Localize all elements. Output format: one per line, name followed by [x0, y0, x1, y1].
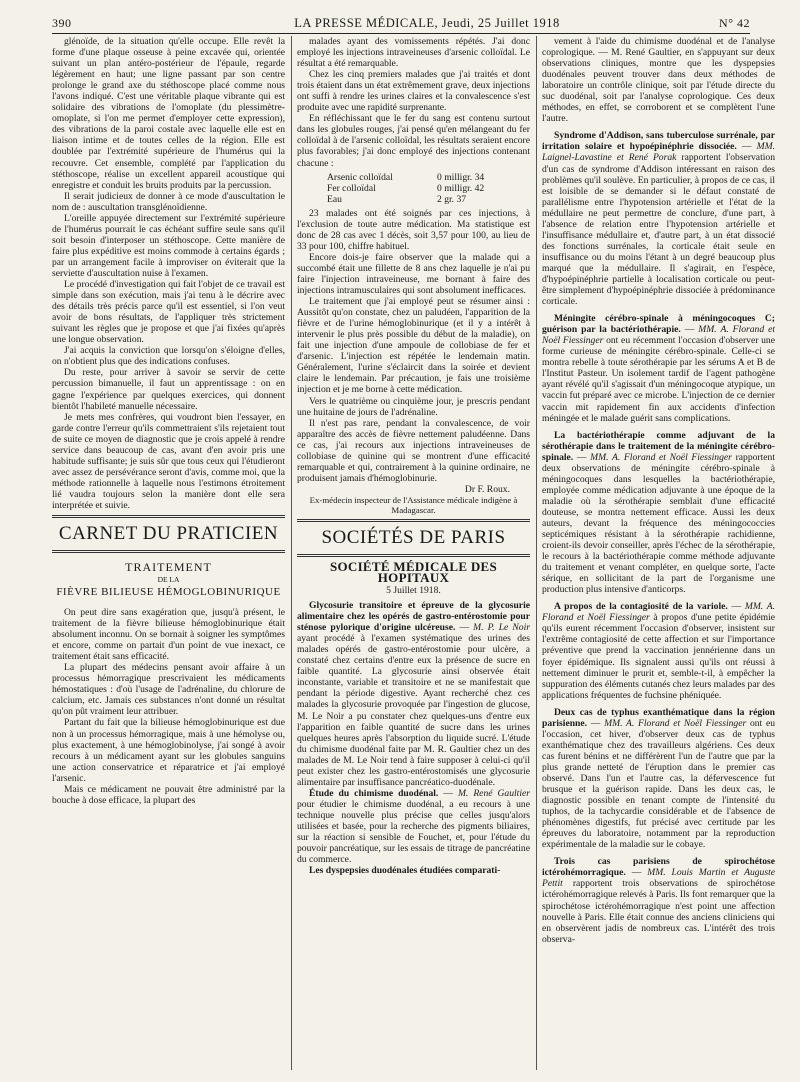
- paragraph: 23 malades ont été soignés par ces injections, à l'exclusion de toute autre médication. Ma statistique est donc de 28 cas avec 1 décès, soit 3,57 pour 100, au lieu de 33 pour 100, chiffre habituel.: [297, 207, 530, 252]
- society-communication: Glycosurie transitoire et épreuve de la glycosurie alimentaire chez les opérés de gastro-entérostomie pour sténose pylorique d'origine ulcéreuse. — M. P. Le Noir ayant procédé à l'examen systématique des urines des malades opérés de gastro-entérostomie pour ulcère, a constaté chez certains d'entre eux la présence de sucre en faible quantité. La glycosurie ainsi observée était inconstante, variable et transitoire et ne se manifestait que pendant la période digestive. Ayant recherché chez ces malades la glycosurie provoquée par l'ingestion de glucose, M. Le Noir a pu constater chez quelques-uns d'entre eux l'apparition en faible quantité de sucre dans les urines quelques heures après l'absorption du liquide sucré. L'étude du chimisme duodénal faite par M. R. Gaultier chez un des malades de M. Le Noir tend à faire supposer à celui-ci qu'il peut exister chez les gastro-entérostomisés une glycosurie alimentaire par insuffisance pancréatico-duodénale.: [297, 600, 530, 788]
- paragraph: Partant du fait que la bilieuse hémoglobinurique est due non à un processus hémorragique, mais à une hémolyse ou, plus exactement, à une hémoglobinolyse, j'ai songé à avoir recours à un médicament ayant sur les globules sanguins une action conservatrice et réparatrice et j'ai employé l'arsenic.: [52, 717, 285, 784]
- article-continuation-after: [297, 208, 530, 484]
- formula-row: [327, 172, 530, 183]
- signature: Dr F. Roux.: [464, 483, 510, 495]
- communication-title: Deux cas de typhus exanthématique dans la région parisienne.: [542, 706, 775, 729]
- formula-dose: 0 milligr. 34: [437, 171, 485, 183]
- header-rule: [52, 33, 750, 34]
- paragraph: Chez les cinq premiers malades que j'ai traités et dont trois étaient dans un état extrêmement grave, deux injections ont suffi à rendre les urines claires et la convalescence s'est produite avec une rapidité surprenante.: [297, 69, 530, 114]
- paragraph: glénoïde, de la situation qu'elle occupe. Elle revêt la forme d'une plaque osseuse à peine excavée qui, orientée suivant un plan antéro-postérieur de l'épaule, regarde légèrement en haut; une ligne passant par son centre prolonge le grand axe du stéthoscope placé comme nous l'avons indiqué. C'est une véritable plaque vibrante qui est solidaire des vibrations de l'omoplate (du plessimètre-omoplate, si l'on me permet d'employer cette expression), des vibrations de la paroi costale avec laquelle elle est en liaison intime et de toutes celles de la région. Elle est doublée par l'extrémité supérieure de l'humérus qui la recouvre. Cet ensemble, complété par l'application du stéthoscope, réalise un excellent appareil acoustique qui enregistre et conduit les bruits produits par la percussion.: [52, 36, 285, 191]
- formula-row: [327, 183, 530, 194]
- society-communication: Deux cas de typhus exanthématique dans la région parisienne. — MM. A. Florand et Noël Fiessinger ont eu l'occasion, cet hiver, d'observer deux cas de typhus exanthématique chez des travailleurs algériens. Ces deux cas furent bénins et ne différèrent l'un de l'autre que par la plus grande netteté de l'éruption dans le premier cas observé. Dans l'un et l'autre cas, la défervescence fut brusque et la guérison rapide. Dans les deux cas, le diagnostic possible en tenant compte de l'intensité du tuphos, de la tachycardie considérable et de l'absence de phénomènes digestifs, fut précisé avec certitude par les épreuves du laboratoire, notamment par la reproduction expérimentale de la maladie sur le cobaye.: [542, 706, 775, 851]
- communication-text: ont eu récemment l'occasion d'observer une forme curieuse de méningite cérébro-spinale. Celle-ci se montra rebelle à toute sérothérapie par les sérums A et B de l'Institut Pasteur. Un isolement tardif de l'agent pathogène ayant révélé qu'il s'agissait d'un méningocoque atypique, un vaccin fut préparé avec ce microbe. L'injection de ce dernier vaccin mit rapidement fin aux accidents d'infection méningée et le malade guérit sans complications.: [542, 335, 775, 424]
- communication-text: rapportent deux observations de méningite cérébro-spinale à méningocoques dans lesquelles la bactériothérapie, employée comme médication adjuvante à une époque de la maladie où la sérothérapie semblait d'une efficacité douteuse, se montra nettement efficace. Aussi les deux auteurs, devant la fréquence des méningococcies septicémiques résistant à la sérothérapie rachidienne, croient-ils devoir conseiller, après l'échec de la sérothérapie, le recours à la bactériothérapie comme méthode adjuvante du traitement et venant compléter, en quelque sorte, l'acte sérique, en sollicitant de la part de l'organisme une production plus intensive d'anticorps.: [542, 451, 775, 596]
- society-communication: [542, 36, 775, 124]
- communication-title: La bactériothérapie comme adjuvant de la sérothérapie dans le traitement de la méningite cérébro-spinale.: [542, 429, 775, 463]
- signature-note: Ex-médecin inspecteur de l'Assistance médicale indigène à Madagascar.: [309, 494, 518, 515]
- paragraph: En réfléchissant que le fer du sang est contenu surtout dans les globules rouges, j'ai pensé qu'en mélangeant du fer colloïdal à de l'arsenic colloïdal, les résultats seraient encore plus favorables; j'ai donc employé des injections contenant chacune :: [297, 113, 530, 169]
- paragraph: Vers le quatrième ou cinquième jour, je prescris pendant une huitaine de jours de l'adrénaline.: [297, 395, 530, 418]
- paragraph: Le traitement que j'ai employé peut se résumer ainsi : Aussitôt qu'on constate, chez un paludéen, l'apparition de la fièvre et de l'urine hémoglobinurique (et il y a intérêt à intervenir le plus près possible du début de la maladie), on fait une injection d'une ampoule de collobiase de fer et d'arsenic. L'injection est répétée le lendemain matin. Généralement, l'urine s'éclaircit dans la soirée et devient claire le lendemain. Par précaution, je fais une troisième injection et je me borne à cette médication.: [297, 296, 530, 396]
- communication-author: MM. A. Florand et Noël Fiessinger: [542, 324, 775, 347]
- paragraph: La plupart des médecins pensant avoir affaire à un processus hémorragique prescrivaient les médicaments hémostatiques : d'où l'usage de l'adrénaline, du chlorure de calcium, etc. Jamais ces substances n'ont donné un résultat qu'on pût vraiment leur attribuer.: [52, 662, 285, 718]
- column-rule: [536, 36, 537, 1070]
- communication-title: Glycosurie transitoire et épreuve de la glycosurie alimentaire chez les opérés de gastro-entérostomie pour sténose pylorique d'origine ulcéreuse.: [297, 600, 530, 634]
- societes-title: SOCIÉTÉS DE PARIS: [321, 526, 506, 548]
- communication-text: ont eu l'occasion, cet hiver, d'observer deux cas de typhus exanthématique chez des travailleurs algériens. Ces deux cas furent bénins et ne différèrent l'un de l'autre que par la plus grande netteté de l'éruption dans le premier cas observé. Dans l'un et l'autre cas, la défervescence fut brusque et la guérison rapide. Dans les deux cas, le diagnostic possible en tenant compte de l'intensité du tuphos, de la tachycardie considérable et de l'absence de phénomènes digestifs, fut précisé avec certitude par les épreuves du laboratoire, notamment par la reproduction expérimentale de la maladie sur le cobaye.: [542, 717, 775, 851]
- communication-author: MM. Laignel-Lavastine et René Porak: [542, 141, 775, 164]
- carnet-heading-2: DE LA: [157, 575, 180, 585]
- society-name: SOCIÉTÉ MÉDICALE DES HOPITAUX: [329, 558, 498, 585]
- section-rule: [297, 519, 530, 522]
- column-middle: [297, 36, 530, 1070]
- paragraph: Il n'est pas rare, pendant la convalescence, de voir apparaître des accès de fièvre nettement paludéenne. Dans ce cas, j'ai recours aux injections intraveineuses de collobiase de quinine qui se montrent d'une efficacité remarquable et qui, contrairement à la quinine ordinaire, ne produisent jamais d'hémoglobinurie.: [297, 417, 530, 484]
- column-right: [542, 36, 775, 1070]
- society-items: [297, 600, 530, 876]
- communication-author: MM. Louis Martin et Auguste Pettit: [542, 867, 775, 890]
- carnet-title: CARNET DU PRATICIEN: [58, 523, 279, 545]
- communication-text: vement à l'aide du chimisme duodénal et de l'analyse coprologique. — M. René Gaultier, en s'appuyant sur deux observations cliniques, montre que les dyspepsies duodénales peuvent trouver dans deux méthodes de laboratoire un contrôle clinique, soit par l'étude directe du suc duodénal, soit par l'analyse coprologique. Ces deux méthodes, en effet, se corroborent et se complètent l'une l'autre.: [542, 36, 775, 125]
- carnet-body: [52, 607, 285, 806]
- society-communication: Syndrome d'Addison, sans tuberculose surrénale, par irritation solaire et hypoépinéphrie dissociée. — MM. Laignel-Lavastine et René Porak rapportent l'observation d'un cas de syndrome d'Addison intéressant en raison des problèmes qu'il soulève. En particulier, à propos de ce cas, il est loisible de se demander si le défaut constaté de parallélisme entre l'hypotension artérielle et l'état de la médullaire ne peut permettre de conclure, d'une part, à l'absence de relation entre l'hypotension artérielle et l'insuffisance médullaire et, d'autre part, à un état dissocié des fonctions surrénales, la corticale était seule en insuffisance ou du moins l'étant à un degré beaucoup plus marqué que la médullaire. Il s'agirait, en l'espèce, d'hypoépinéphrie partielle à localisation corticale ou peut-être simplement d'hypoépinéphrie dissociée à prédominance corticale.: [542, 130, 775, 308]
- formula-row: [327, 194, 530, 205]
- issue-number: N° 42: [719, 16, 750, 30]
- communication-title: Syndrome d'Addison, sans tuberculose surrénale, par irritation solaire et hypoépinéphrie dissociée.: [542, 130, 775, 153]
- formula-dose: 2 gr. 37: [437, 193, 467, 205]
- formula-ingredient: Arsenic colloïdal: [327, 171, 393, 183]
- paragraph: L'oreille appuyée directement sur l'extrémité supérieure de l'humérus pourrait le cas échéant suffire seule sans qu'il soit besoin d'interposer un stéthoscope. Cette manière de faire plus expéditive est moins commode à certains égards ; par un arrangement facile à improviser on éviterait que la serviette d'auscultation nuise à l'examen.: [52, 212, 285, 279]
- journal-title: LA PRESSE MÉDICALE, Jeudi, 25 Juillet 1918: [294, 16, 560, 30]
- society-communication: A propos de la contagiosité de la variole. — MM. A. Florand et Noël Fiessinger à propos d'une petite épidémie qu'ils eurent récemment l'occasion d'observer, insistent sur l'extrême contagiosité de cette affection et sur l'importance préventive que prend la vaccination jennérienne dans un foyer épidémique. Ils signalent aussi qu'ils ont réussi à nettement diminuer le prurit et, semble-t-il, à empêcher la suppuration des éléments cutanés chez leurs malades par des applications fréquentes de fuchsine phéniquée.: [542, 601, 775, 701]
- communication-author: MM. A. Florand et Noël Fiessinger: [604, 717, 747, 729]
- paragraph: Du reste, pour arriver à savoir se servir de cette percussion bimanuelle, il faut un apprentissage : on en gagne l'expérience par quelques exercices, qui donnent bientôt l'habileté manuelle nécessaire.: [52, 367, 285, 412]
- communication-author: MM. A. Florand et Noël Fiessinger: [590, 451, 732, 463]
- communication-title: Méningite cérébro-spinale à méningocoques C; guérison par la bactériothérapie.: [542, 313, 775, 336]
- society-communication: Étude du chimisme duodénal. — M. René Gaultier pour étudier le chimisme duodénal, a eu recours à une technique nouvelle plus précise que celles jusqu'alors utilisées et basée, pour la recherche des pigments biliaires, sur la réaction si sensible de Fouchet, et, pour l'étude du pouvoir pancréatique, sur les essais de titrage de pancréatine du commerce.: [297, 787, 530, 866]
- carnet-heading-3: FIÈVRE BILIEUSE HÉMOGLOBINURIQUE: [56, 586, 281, 599]
- communication-title: Étude du chimisme duodénal.: [309, 787, 439, 799]
- column-left: [52, 36, 285, 1070]
- communication-title: A propos de la contagiosité de la variole.: [554, 601, 728, 613]
- society-items-continued: [542, 36, 775, 945]
- society-communication: Méningite cérébro-spinale à méningocoques C; guérison par la bactériothérapie. — MM. A. Florand et Noël Fiessinger ont eu récemment l'occasion d'observer une forme curieuse de méningite cérébro-spinale. Celle-ci se montra rebelle à toute sérothérapie par les sérums A et B de l'Institut Pasteur. Un isolement tardif de l'agent pathogène ayant révélé qu'il s'agissait d'un méningocoque atypique, un vaccin fut préparé avec ce microbe. L'injection de ce dernier vaccin mit rapidement fin aux accidents d'infection méningée et le malade guérit sans complications.: [542, 313, 775, 424]
- section-rule: [52, 515, 285, 518]
- communication-text: ayant procédé à l'examen systématique des urines des malades opérés de gastro-entérostomie pour ulcère, a constaté chez certains d'entre eux la présence de sucre en faible quantité. La glycosurie ainsi observée était inconstante, variable et transitoire et ne se manifestait que pendant la période digestive. Ayant recherché chez ces malades la glycosurie provoquée par l'ingestion de glucose, M. Le Noir a pu constater chez quelques-uns d'entre eux l'apparition en faible quantité de sucre dans les urines quelques heures après l'absorption du liquide sucré. L'étude du chimisme duodénal faite par M. R. Gaultier chez un des malades de M. Le Noir tend à faire supposer à celui-ci qu'il peut exister chez les gastro-entérostomisés une glycosurie alimentaire par insuffisance pancréatico-duodénale.: [297, 633, 530, 788]
- paragraph: On peut dire sans exagération que, jusqu'à présent, le traitement de la fièvre bilieuse hémoglobinurique était absolument inconnu. On se bornait à soigner les symptômes et encore, comme on partait d'un point de vue inexact, ce traitement était sans efficacité.: [52, 607, 285, 663]
- communication-text: rapportent l'observation d'un cas de syndrome d'Addison intéressant en raison des problèmes qu'il soulève. En particulier, à propos de ce cas, il est loisible de se demander si le défaut constaté de parallélisme entre l'hypotension artérielle et l'état de la médullaire ne peut permettre de conclure, d'une part, à l'absence de relation entre l'hypotension artérielle et l'insuffisance médullaire et, d'autre part, à un état dissocié des fonctions surrénales, la corticale était seule en insuffisance ou du moins l'étant à un degré beaucoup plus marqué que la médullaire. Il s'agirait, en l'espèce, d'hypoépinéphrie partielle à localisation corticale ou peut-être simplement d'hypoépinéphrie dissociée à prédominance corticale.: [542, 152, 775, 308]
- running-head: [52, 14, 750, 34]
- communication-text: à propos d'une petite épidémie qu'ils eurent récemment l'occasion d'observer, insistent sur l'extrême contagiosité de cette affection et sur l'importance préventive que prend la vaccination jennérienne dans un foyer épidémique. Ils signalent aussi qu'ils ont réussi à nettement diminuer le prurit et, semble-t-il, à empêcher la suppuration des éléments cutanés chez leurs malades par des applications fréquentes de fuchsine phéniquée.: [542, 612, 775, 701]
- communication-author: M. P. Le Noir: [473, 622, 530, 634]
- formula-ingredient: Eau: [327, 193, 342, 205]
- paragraph: malades ayant des vomissements répétés. J'ai donc employé les injections intraveineuses d'arsenic colloïdal. Le résultat a été remarquable.: [297, 36, 530, 70]
- article-continuation: [297, 36, 530, 169]
- communication-text: rapportent trois observations de spirochétose ictérohémorragique relevés à Paris. Ils font remarquer que la spirochétose ictérohémorragique n'est point une affection nouvelle à Paris. Elle était connue des anciens cliniciens qui en observèrent jadis de nombreux cas. L'intérêt des trois observa-: [542, 878, 775, 945]
- communication-title: Les dyspepsies duodénales étudiées comparati-: [309, 865, 501, 877]
- session-date: 5 Juillet 1918.: [386, 585, 441, 597]
- communication-text: pour étudier le chimisme duodénal, a eu recours à une technique nouvelle plus précise que celles jusqu'alors utilisées et basée, pour la recherche des pigments biliaires, sur la réaction si sensible de Fouchet, et, pour l'étude du pouvoir pancréatique, sur les essais de titrage de pancréatine du commerce.: [297, 798, 530, 866]
- article-body: [52, 36, 285, 511]
- formula-ingredient: Fer colloïdal: [327, 182, 376, 194]
- paragraph: Le procédé d'investigation qui fait l'objet de ce travail est simple dans son exécution, mais j'ai tenu à le décrire avec des détails très précis parce qu'il est essentiel, si l'on veut avoir de bons résultats, de l'appliquer très strictement suivant les règles que je propose et que j'ai fixées qu'après une longue observation.: [52, 279, 285, 346]
- society-communication: [297, 865, 530, 876]
- section-rule: [297, 554, 530, 557]
- section-rule: [52, 550, 285, 553]
- communication-author: MM. A. Florand et Noël Fiessinger: [542, 601, 775, 624]
- communication-author: M. René Gaultier: [457, 787, 530, 799]
- paragraph: J'ai acquis la conviction que lorsqu'on s'éloigne d'elles, on n'obtient plus que des indications confuses.: [52, 345, 285, 368]
- paragraph: Je mets mes confrères, qui voudront bien l'essayer, en garde contre l'erreur qu'ils commettraient s'ils rejetaient tout de suite ce moyen de diagnostic que je crois appelé à rendre service dans beaucoup de cas, avant d'en avoir pris une habitude suffisante; je suis sûr que tous ceux qui l'étudieront avec assez de persévérance seront d'avis, comme moi, que la méthode rationnelle à laquelle nous l'estimons étroitement lié vaudra toujours selon la manière dont elle sera interprétée et suivie.: [52, 411, 285, 511]
- paragraph: Encore dois-je faire observer que la malade qui a succombé était une fillette de 8 ans chez laquelle je n'ai pu faire l'injection intraveineuse, me bornant à faire des injections intramusculaires qui sont absolument inefficaces.: [297, 251, 530, 297]
- formula-table: [327, 172, 530, 205]
- paragraph: Mais ce médicament ne pouvait être administré par la bouche à dose efficace, la plupart des: [52, 783, 285, 806]
- formula-dose: 0 milligr. 42: [437, 182, 485, 194]
- society-communication: Trois cas parisiens de spirochétose ictérohémorragique. — MM. Louis Martin et Auguste Pettit rapportent trois observations de spirochétose ictérohémorragique relevés à Paris. Ils font remarquer que la spirochétose ictérohémorragique n'est point une affection nouvelle à Paris. Elle était connue des anciens cliniciens qui en observèrent jadis de nombreux cas. L'intérêt des trois observa-: [542, 856, 775, 945]
- carnet-heading-1: TRAITEMENT: [125, 560, 212, 575]
- communication-title: Trois cas parisiens de spirochétose ictérohémorragique.: [542, 856, 775, 879]
- column-rule: [291, 36, 292, 1070]
- paragraph: Il serait judicieux de donner à ce mode d'auscultation le nom de : auscultation transglénoïdienne.: [52, 190, 285, 213]
- page-number: 390: [52, 16, 72, 30]
- society-communication: La bactériothérapie comme adjuvant de la sérothérapie dans le traitement de la méningite cérébro-spinale. — MM. A. Florand et Noël Fiessinger rapportent deux observations de méningite cérébro-spinale à méningocoques dans lesquelles la bactériothérapie, employée comme médication adjuvante à une époque de la maladie où la sérothérapie semblait d'une efficacité douteuse, se montra nettement efficace. Aussi les deux auteurs, devant la fréquence des méningococcies septicémiques résistant à la sérothérapie rachidienne, croient-ils devoir conseiller, après l'échec de la sérothérapie, le recours à la bactériothérapie comme méthode adjuvante du traitement et venant compléter, en quelque sorte, l'acte sérique, en sollicitant de la part de l'organisme une production plus intensive d'anticorps.: [542, 429, 775, 596]
